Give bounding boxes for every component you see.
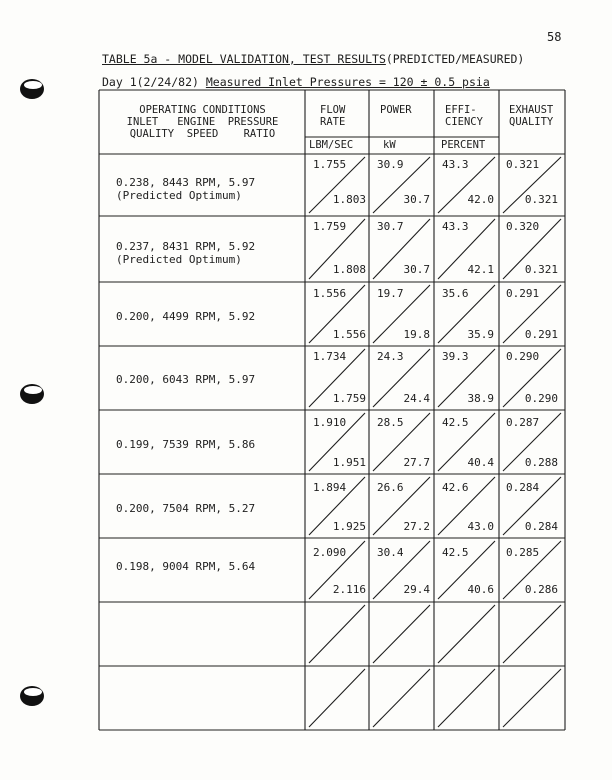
efficiency-predicted: 43.3 [442, 220, 469, 233]
header-line: EFFI- [445, 104, 477, 116]
header-line: POWER [380, 104, 412, 116]
flow-predicted: 1.910 [313, 416, 347, 429]
efficiency-measured: 40.6 [467, 583, 494, 596]
flow-measured: 2.116 [332, 583, 366, 596]
power-predicted: 24.3 [377, 350, 404, 363]
power-measured: 30.7 [403, 263, 430, 276]
conditions-line: (Predicted Optimum) [116, 253, 242, 266]
exhaust-predicted: 0.290 [506, 350, 540, 363]
flow-predicted: 1.894 [313, 481, 347, 494]
conditions-line: 0.198, 9004 RPM, 5.64 [116, 560, 256, 573]
unit-power: kW [383, 139, 396, 151]
header-line: QUALITY [509, 116, 554, 128]
exhaust-measured: 0.291 [524, 328, 558, 341]
conditions-line: (Predicted Optimum) [116, 189, 242, 202]
table-title-qualifier: (PREDICTED/MEASURED) [385, 52, 525, 66]
exhaust-predicted: 0.285 [506, 546, 540, 559]
efficiency-measured: 40.4 [467, 456, 494, 469]
flow-measured: 1.759 [332, 392, 366, 405]
conditions-line: 0.200, 7504 RPM, 5.27 [116, 502, 256, 515]
flow-predicted: 1.759 [313, 220, 347, 233]
header-line: QUALITY SPEED RATIO [129, 128, 276, 140]
exhaust-measured: 0.286 [524, 583, 558, 596]
power-measured: 30.7 [403, 193, 430, 206]
power-predicted: 30.7 [377, 220, 404, 233]
header-flow-rate [320, 104, 345, 128]
conditions-line: 0.237, 8431 RPM, 5.92 [116, 240, 256, 253]
header-line: EXHAUST [509, 104, 554, 116]
efficiency-measured: 42.1 [467, 263, 494, 276]
conditions-line: 0.199, 7539 RPM, 5.86 [116, 438, 256, 451]
power-predicted: 19.7 [377, 287, 404, 300]
unit-flow: LBM/SEC [309, 139, 354, 151]
efficiency-measured: 38.9 [467, 392, 494, 405]
exhaust-predicted: 0.287 [506, 416, 540, 429]
subtitle-date: Day 1(2/24/82) [102, 75, 199, 89]
efficiency-predicted: 39.3 [442, 350, 469, 363]
efficiency-predicted: 42.5 [442, 546, 469, 559]
flow-measured: 1.925 [332, 520, 366, 533]
cell-diagonal [438, 605, 495, 663]
cell-diagonal [503, 669, 561, 727]
row-conditions [116, 560, 255, 573]
cell-diagonal [438, 669, 495, 727]
flow-measured: 1.808 [332, 263, 366, 276]
power-predicted: 28.5 [377, 416, 404, 429]
row-conditions [116, 438, 255, 451]
exhaust-predicted: 0.284 [506, 481, 540, 494]
flow-predicted: 1.556 [313, 287, 347, 300]
row-conditions [116, 502, 255, 515]
conditions-line: 0.238, 8443 RPM, 5.97 [116, 176, 256, 189]
power-predicted: 30.9 [377, 158, 404, 171]
header-line: FLOW [320, 104, 346, 116]
header-power [380, 104, 412, 116]
efficiency-predicted: 43.3 [442, 158, 469, 171]
cell-diagonal [373, 669, 430, 727]
efficiency-predicted: 42.5 [442, 416, 469, 429]
cell-diagonal [503, 605, 561, 663]
row-conditions [116, 240, 255, 266]
conditions-line: 0.200, 4499 RPM, 5.92 [116, 310, 256, 323]
exhaust-predicted: 0.291 [506, 287, 540, 300]
flow-predicted: 1.755 [313, 158, 347, 171]
conditions-line: 0.200, 6043 RPM, 5.97 [116, 373, 256, 386]
efficiency-measured: 35.9 [467, 328, 494, 341]
unit-efficiency: PERCENT [441, 139, 486, 151]
row-conditions [116, 176, 255, 202]
efficiency-measured: 43.0 [467, 520, 494, 533]
row-conditions [116, 310, 255, 323]
power-measured: 27.7 [403, 456, 430, 469]
exhaust-measured: 0.288 [524, 456, 558, 469]
cell-diagonal [373, 605, 430, 663]
flow-predicted: 2.090 [313, 546, 347, 559]
header-line: OPERATING CONDITIONS [139, 104, 266, 116]
exhaust-measured: 0.284 [524, 520, 558, 533]
page-number: 58 [547, 30, 562, 44]
efficiency-predicted: 42.6 [442, 481, 469, 494]
power-predicted: 26.6 [377, 481, 404, 494]
power-measured: 29.4 [403, 583, 430, 596]
power-measured: 27.2 [403, 520, 430, 533]
header-line: RATE [320, 116, 346, 128]
header-line: INLET ENGINE PRESSURE [126, 116, 279, 128]
header-exhaust-quality [509, 104, 553, 128]
cell-diagonal [309, 605, 365, 663]
exhaust-measured: 0.321 [524, 193, 558, 206]
header-efficiency [445, 104, 483, 128]
cell-diagonal [309, 669, 365, 727]
flow-measured: 1.556 [332, 328, 366, 341]
power-measured: 19.8 [403, 328, 430, 341]
header-line: CIENCY [445, 116, 483, 128]
exhaust-measured: 0.321 [524, 263, 558, 276]
table-title-main: TABLE 5a - MODEL VALIDATION, TEST RESULTS [102, 52, 386, 66]
row-conditions [116, 373, 255, 386]
power-measured: 24.4 [403, 392, 430, 405]
exhaust-predicted: 0.320 [506, 220, 540, 233]
header-operating-conditions [100, 104, 305, 140]
subtitle-pressure: Measured Inlet Pressures = 120 ± 0.5 psia [205, 75, 490, 89]
flow-measured: 1.803 [332, 193, 366, 206]
efficiency-predicted: 35.6 [442, 287, 469, 300]
power-predicted: 30.4 [377, 546, 404, 559]
flow-measured: 1.951 [332, 456, 366, 469]
exhaust-measured: 0.290 [524, 392, 558, 405]
flow-predicted: 1.734 [313, 350, 347, 363]
exhaust-predicted: 0.321 [506, 158, 540, 171]
efficiency-measured: 42.0 [467, 193, 494, 206]
